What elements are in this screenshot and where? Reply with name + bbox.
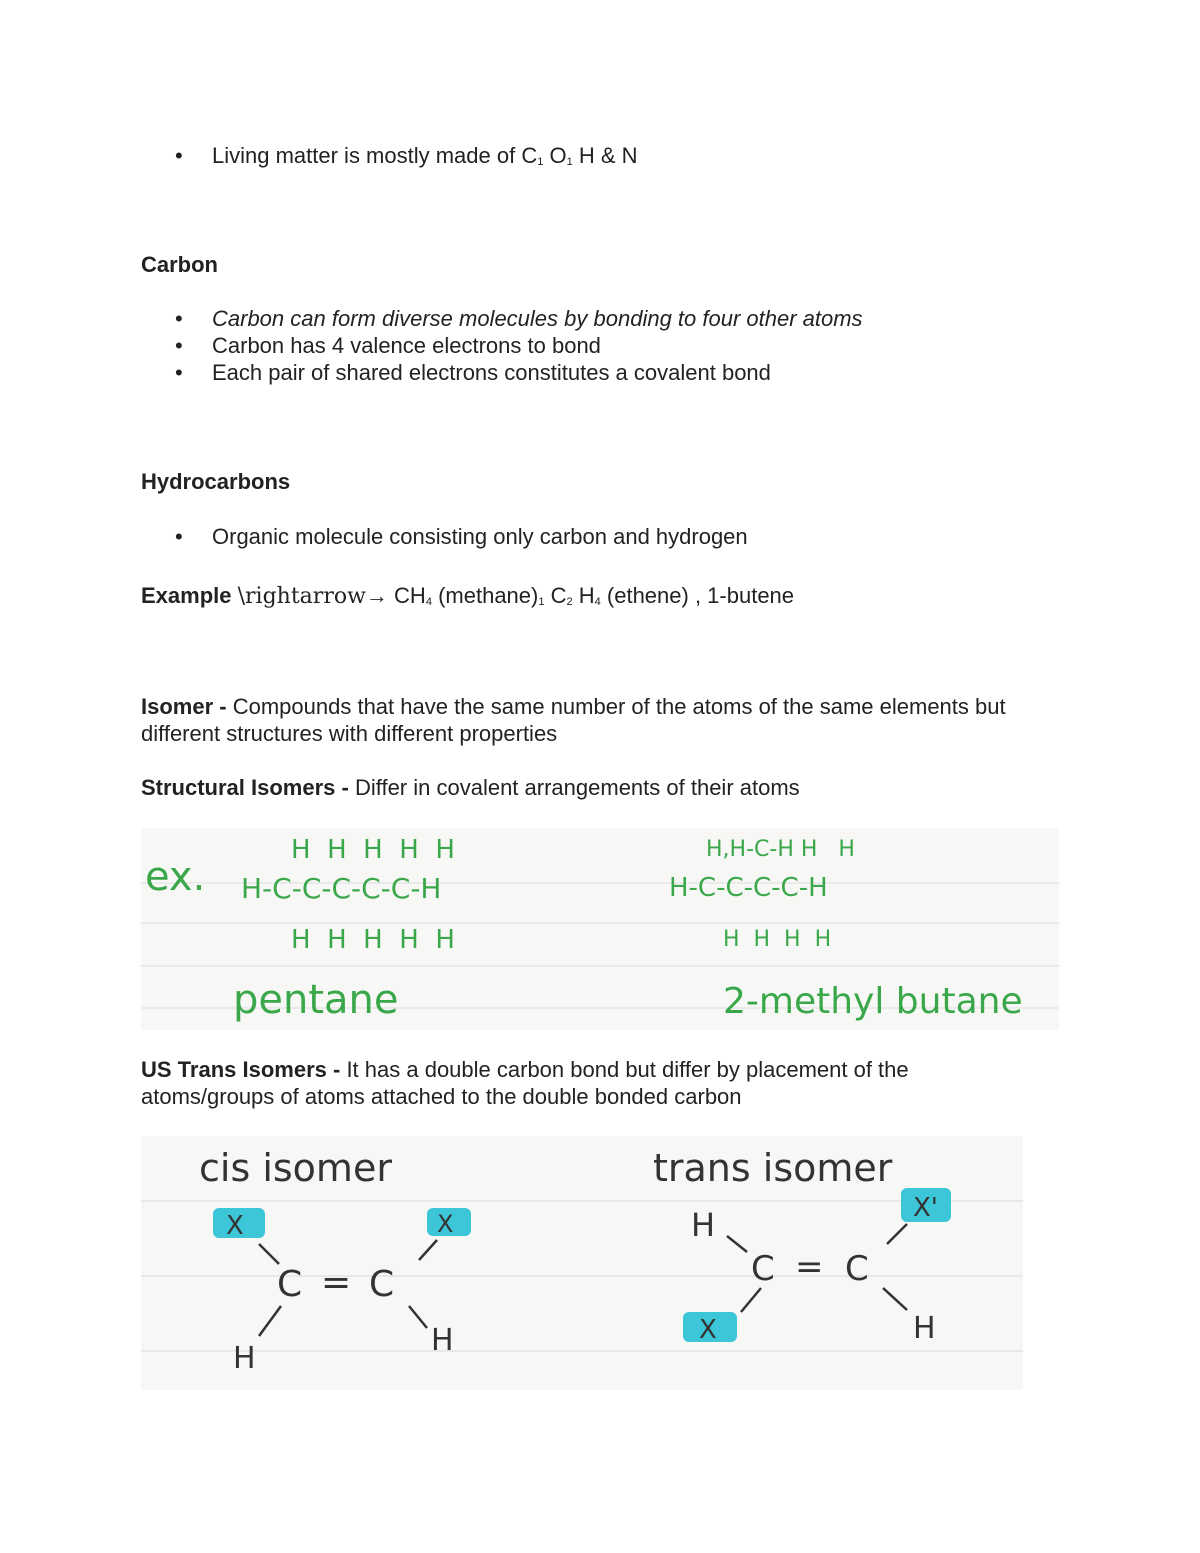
cis-title: cis isomer — [199, 1146, 392, 1190]
structural-isomers-figure — [141, 828, 1059, 1030]
carbon-heading: Carbon — [141, 252, 218, 277]
structural-label: Structural Isomers - — [141, 775, 349, 800]
trans-h-right: H — [913, 1311, 936, 1346]
cistrans-definition — [141, 1056, 1041, 1110]
carbon-bullet-text: Carbon can form diverse molecules by bonding to four other atoms — [212, 306, 863, 331]
methylbutane-name: 2-methyl butane — [723, 981, 1023, 1022]
methylbutane-chain: H-C-C-C-C-H — [669, 873, 828, 903]
trans-x-right: X' — [913, 1193, 938, 1223]
trans-c-right: C — [845, 1249, 869, 1289]
cis-double-bond: = — [321, 1262, 352, 1303]
bullet-dot: • — [175, 333, 183, 358]
pentane-bottom-h: H H H H H — [291, 925, 455, 955]
example-label: Example — [141, 583, 232, 608]
isomer-label: Isomer - — [141, 694, 227, 719]
cis-trans-figure — [141, 1136, 1023, 1390]
methylbutane-top-h: H,H-C-H H H — [706, 837, 855, 862]
hydrocarbons-bullet-text: Organic molecule consisting only carbon and hydrogen — [212, 524, 748, 549]
methylbutane-bottom-h: H H H H — [723, 927, 832, 952]
cis-c-left: C — [277, 1264, 303, 1305]
cis-c-right: C — [369, 1264, 395, 1305]
hydrocarbons-heading: Hydrocarbons — [141, 469, 291, 494]
cis-h-left: H — [233, 1341, 256, 1376]
bullet-dot: • — [175, 306, 183, 331]
cis-x-right: X — [437, 1210, 454, 1238]
bullet-dot: • — [175, 524, 183, 549]
bullet-dot: • — [175, 360, 183, 385]
trans-x-left: X — [699, 1315, 717, 1345]
cis-h-right: H — [431, 1323, 454, 1358]
trans-title: trans isomer — [653, 1146, 893, 1190]
carbon-bullet-text: Carbon has 4 valence electrons to bond — [212, 333, 601, 358]
intro-bullet-text: Living matter is mostly made of $C_1$ $O_1$ H & N — [212, 143, 638, 168]
example-line: Example \rightarrow→ $CH_4$ $(methane)_1$ $C_2$ $H_4$ (ethene) , 1-butene — [141, 583, 795, 609]
example-latex: \rightarrow — [237, 584, 366, 609]
pentane-name: pentane — [233, 977, 399, 1023]
ex-label: ex. — [145, 854, 206, 900]
trans-c-left: C — [751, 1249, 775, 1289]
pentane-chain: H-C-C-C-C-C-H — [241, 872, 442, 905]
pentane-top-h: H H H H H — [291, 835, 455, 865]
cistrans-text: It has a double carbon bond but differ by placement of the atoms/groups of atoms attached to the double bonded carbon — [141, 1057, 909, 1109]
cis-x-left: X — [226, 1211, 244, 1241]
bullet-dot: • — [175, 143, 183, 168]
isomer-definition — [141, 693, 1041, 747]
trans-double-bond: = — [795, 1247, 824, 1287]
structural-text: Differ in covalent arrangements of their atoms — [354, 775, 800, 800]
example-arrow: → — [365, 583, 388, 608]
trans-h-left: H — [691, 1206, 716, 1244]
structural-definition — [141, 774, 1041, 801]
carbon-bullet-text: Each pair of shared electrons constitutes a covalent bond — [212, 360, 771, 385]
isomer-text: Compounds that have the same number of the atoms of the same elements but different structures with different properties — [141, 694, 1006, 746]
cistrans-label: US Trans Isomers - — [141, 1057, 341, 1082]
